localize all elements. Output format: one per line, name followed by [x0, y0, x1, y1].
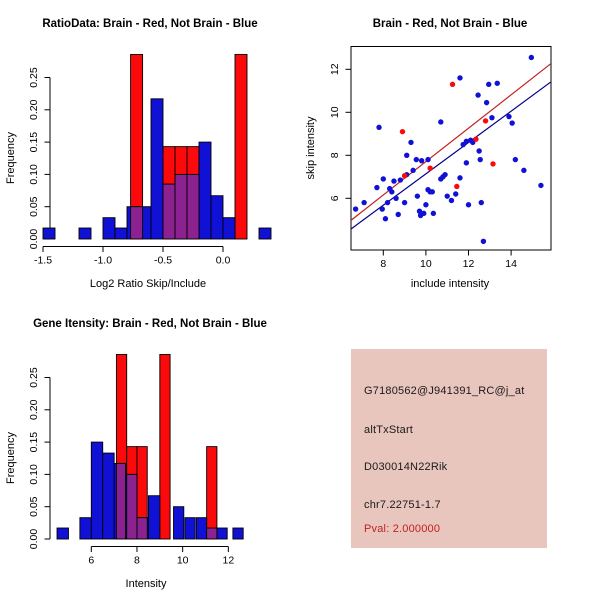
scatter-point-blue [415, 193, 420, 198]
y-tick-label: 0.25 [28, 367, 40, 388]
scatter-point-blue [421, 211, 426, 216]
y-tick-label: 0.15 [28, 131, 40, 153]
brain-fit-line [350, 64, 550, 221]
scatter-point-blue [414, 157, 419, 162]
hist-bar-red [235, 54, 247, 239]
scatter-point-blue [479, 200, 484, 205]
x-axis-label: Log2 Ratio Skip/Include [89, 278, 207, 290]
y-tick-label: 0.20 [28, 99, 40, 121]
probe-info-panel [351, 349, 547, 548]
scatter-point-red [427, 166, 432, 171]
y-axis-label: Frequency [5, 132, 17, 184]
hist-bar-blue [259, 228, 271, 239]
y-tick-label: 0.15 [28, 431, 40, 453]
hist-bar-red [207, 447, 217, 539]
x-tick-label: 10 [176, 554, 189, 567]
scatter-point-red [450, 82, 455, 87]
chart-title: Brain - Red, Not Brain - Blue [372, 18, 528, 30]
scatter-point-blue [430, 189, 435, 194]
hist-bar-purple [131, 207, 143, 239]
hist-bar-blue [217, 528, 227, 539]
x-tick-label: 12 [462, 258, 475, 270]
hist-bar-blue [185, 518, 195, 539]
y-tick-label: 0.10 [28, 464, 40, 485]
chart-title: Gene Itensity: Brain - Red, Not Brain - Blue [33, 318, 267, 330]
y-tick-label: 0.05 [28, 496, 40, 517]
pval-text: Pval: 2.000000 [364, 523, 441, 535]
y-tick-label: 0.05 [28, 196, 40, 217]
y-axis-label: Frequency [5, 432, 17, 484]
scatter-point-blue [353, 206, 358, 211]
hist-bar-blue [151, 99, 163, 239]
x-tick-label: 8 [134, 554, 140, 567]
scatter-point-blue [393, 196, 398, 201]
y-tick-label: 0.10 [28, 164, 40, 185]
y-tick-label: 0.00 [28, 228, 40, 250]
scatter-point-blue [402, 200, 407, 205]
hist-bar-purple [137, 518, 147, 539]
scatter-point-blue [506, 114, 511, 119]
scatter-point-blue [489, 115, 494, 120]
scatter-point-blue [495, 81, 500, 86]
x-tick-label: 14 [505, 258, 517, 270]
hist-bar-purple [207, 528, 217, 539]
scatter-point-red [454, 184, 459, 189]
scatter-point-blue [438, 119, 443, 124]
hist-bar-blue [91, 442, 102, 539]
scatter-point-blue [509, 120, 514, 125]
scatter-point-blue [380, 206, 385, 211]
gene-symbol-text: D030014N22Rik [364, 461, 448, 473]
y-axis-label: skip intensity [305, 116, 317, 180]
scatter-point-blue [361, 200, 366, 205]
probe-id-text: G7180562@J941391_RC@j_at [364, 385, 525, 397]
scatter-point-blue [410, 168, 415, 173]
hist-bar-blue [80, 518, 91, 539]
scatter-point-red [473, 136, 478, 141]
scatter-point-blue [486, 82, 491, 87]
scatter-point-blue [484, 100, 489, 105]
scatter-point-blue [385, 200, 390, 205]
y-tick-label: 10 [329, 106, 341, 119]
scatter-point-blue [513, 157, 518, 162]
y-tick-label: 0.25 [28, 67, 40, 88]
scatter-point-blue [476, 148, 481, 153]
scatter-point-blue [466, 202, 471, 207]
scatter-point-blue [423, 202, 428, 207]
hist-bar-blue [211, 196, 223, 239]
scatter-point-blue [529, 55, 534, 60]
x-tick-label: 10 [420, 258, 432, 270]
y-tick-label: 8 [329, 152, 341, 159]
x-tick-label: -1.5 [33, 254, 53, 267]
x-tick-label: 0.0 [215, 254, 231, 267]
hist-bar-blue [103, 453, 114, 539]
scatter-point-blue [449, 198, 454, 203]
scatter-point-blue [381, 176, 386, 181]
x-axis-label: Intensity [125, 578, 167, 590]
scatter-point-blue [521, 168, 526, 173]
scatter-point-blue [442, 172, 447, 177]
scatter-point-blue [408, 140, 413, 145]
hist-bar-blue [199, 142, 211, 239]
hist-bar-red [160, 354, 170, 539]
scatter-point-blue [481, 239, 486, 244]
scatter-point-blue [383, 216, 388, 221]
intensity-scatter-panel [300, 0, 600, 300]
scatter-point-blue [445, 193, 450, 198]
y-tick-label: 0.20 [28, 399, 40, 421]
scatter-point-red [400, 129, 405, 134]
scatter-point-blue [475, 92, 480, 97]
y-tick-label: 0.00 [28, 528, 40, 550]
hist-bar-blue [148, 496, 159, 539]
genome-locus-text: chr7.22751-1.7 [364, 499, 441, 511]
hist-bar-blue [174, 507, 184, 539]
scatter-point-blue [376, 125, 381, 130]
scatter-point-blue [389, 189, 394, 194]
scatter-point-red [402, 173, 407, 178]
scatter-point-blue [404, 153, 409, 158]
hist-bar-purple [127, 474, 137, 539]
ratio-histogram-panel [0, 0, 300, 300]
scatter-point-blue [396, 212, 401, 217]
scatter-point-blue [391, 178, 396, 183]
x-tick-label: 8 [380, 258, 387, 270]
y-tick-label: 12 [329, 63, 341, 76]
y-tick-label: 6 [329, 195, 341, 202]
hist-bar-blue [43, 228, 55, 239]
x-tick-label: 6 [88, 554, 95, 567]
x-axis-label: include intensity [410, 278, 490, 290]
hist-bar-blue [115, 228, 127, 239]
scatter-point-blue [478, 157, 483, 162]
x-tick-label: -1.0 [93, 254, 113, 267]
hist-bar-blue [196, 518, 206, 539]
hist-bar-purple [116, 463, 125, 539]
hist-bar-blue [223, 218, 235, 239]
scatter-point-blue [453, 191, 458, 196]
scatter-point-red [483, 118, 488, 123]
hist-bar-purple [175, 174, 187, 239]
hist-bar-purple [163, 184, 175, 239]
scatter-point-blue [419, 158, 424, 163]
chart-title: RatioData: Brain - Red, Not Brain - Blue [42, 18, 258, 30]
scatter-point-blue [425, 157, 430, 162]
scatter-point-blue [457, 175, 462, 180]
scatter-point-blue [457, 75, 462, 80]
x-tick-label: 12 [222, 554, 235, 567]
scatter-point-blue [538, 183, 543, 188]
hist-bar-blue [103, 218, 115, 239]
hist-bar-blue [79, 228, 91, 239]
hist-bar-purple [187, 174, 199, 239]
plot-box [351, 47, 551, 251]
scatter-point-blue [464, 160, 469, 165]
x-tick-label: -0.5 [153, 254, 173, 267]
splice-type-text: altTxStart [364, 424, 414, 436]
hist-bar-blue [57, 528, 68, 539]
scatter-point-blue [374, 185, 379, 190]
scatter-point-blue [398, 177, 403, 182]
gene-intensity-histogram-panel [0, 300, 300, 600]
scatter-point-red [490, 161, 495, 166]
hist-bar-blue [233, 528, 243, 539]
scatter-point-blue [431, 211, 436, 216]
